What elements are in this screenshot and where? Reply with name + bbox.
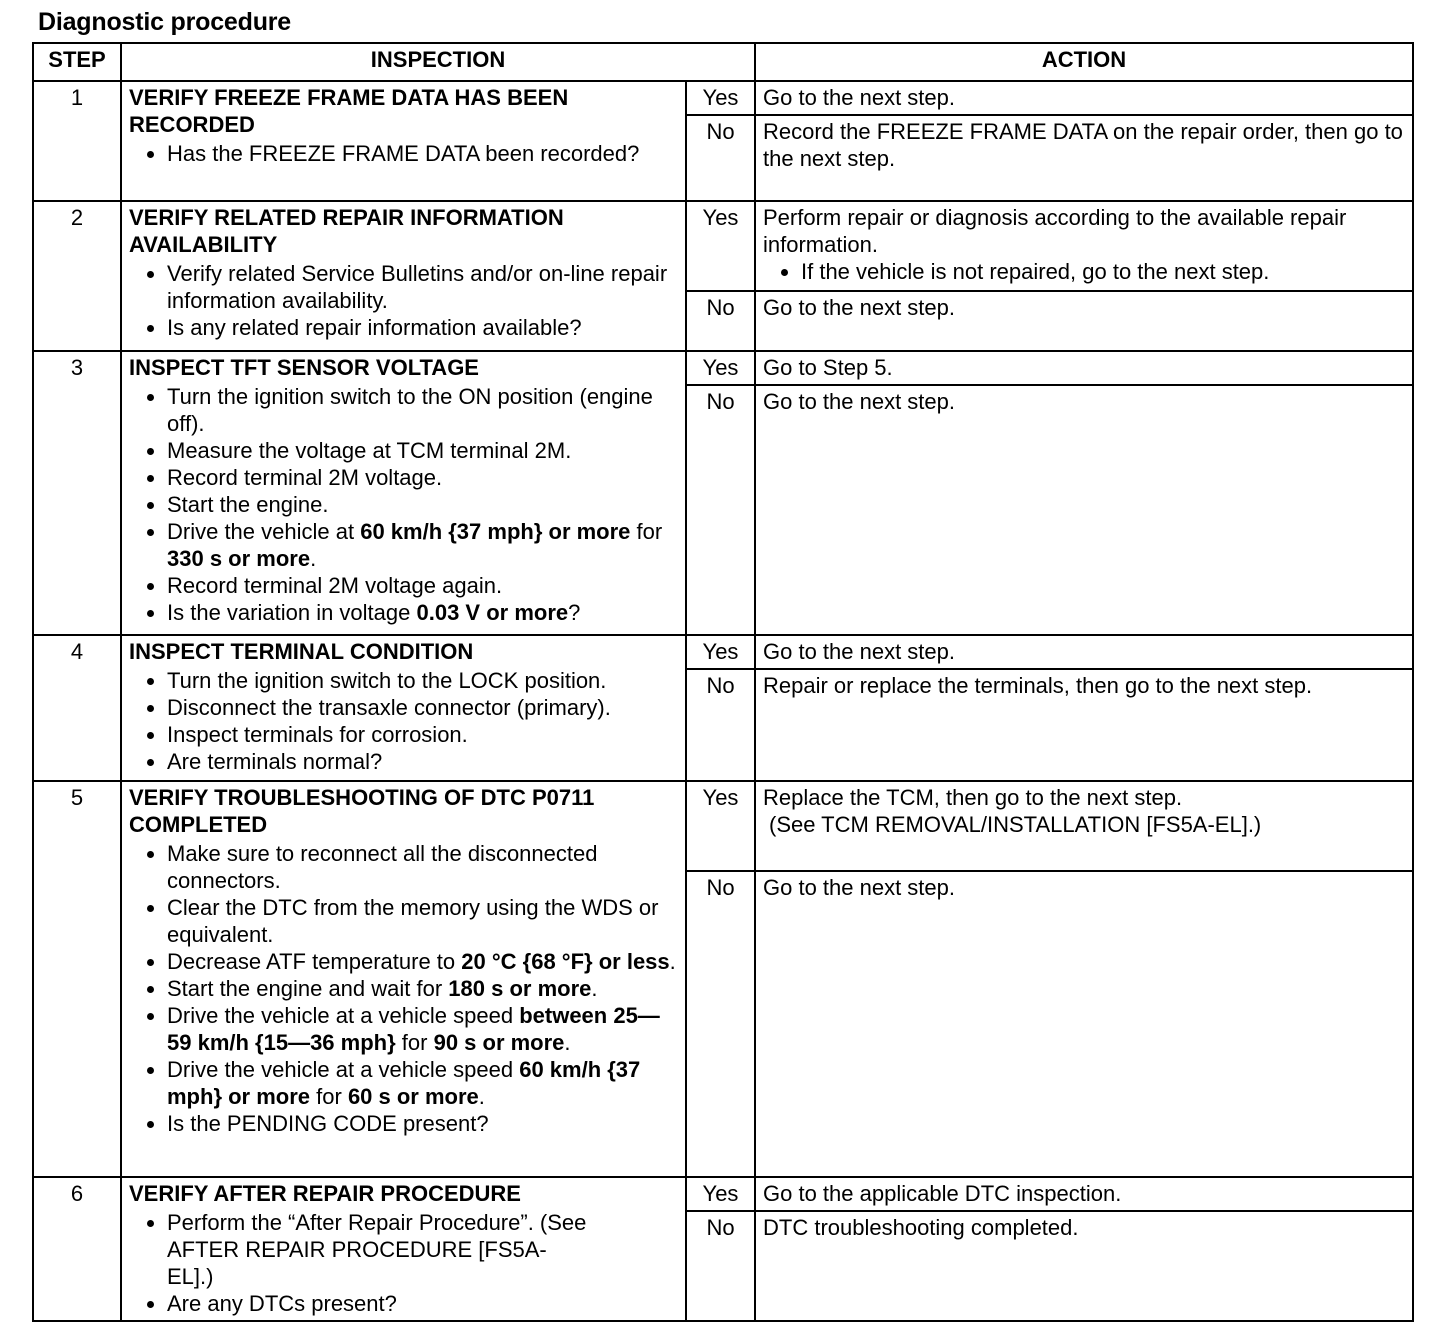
yes-action: Go to Step 5. (755, 351, 1413, 385)
inspection-item: • Disconnect the transaxle connector (primary). (167, 694, 678, 721)
no-label: No (686, 669, 755, 781)
no-label: No (686, 1211, 755, 1321)
yes-action-text: Perform repair or diagnosis according to the available repair information. (763, 205, 1347, 257)
header-step: STEP (33, 43, 121, 81)
inspection-item (167, 1056, 678, 1110)
inspection-item: • Clear the DTC from the memory using the WDS or equivalent. (167, 894, 678, 948)
header-row (33, 43, 1413, 81)
bold-text: 60 km/h {37 mph} or more (167, 1057, 641, 1109)
inspection-item: • Make sure to reconnect all the disconnected connectors. (167, 840, 678, 894)
step-4-yes-row (33, 635, 1413, 669)
no-label: No (686, 871, 755, 1177)
text: ? (568, 600, 581, 625)
inspection-item: • Verify related Service Bulletins and/or on-line repair information availability. (167, 260, 678, 314)
inspection-item: • Record terminal 2M voltage again. (167, 572, 678, 599)
text: . (478, 1084, 485, 1109)
step-inspection (121, 81, 686, 201)
inspection-item: • Is the PENDING CODE present? (167, 1110, 678, 1137)
inspection-list (129, 667, 678, 775)
inspection-item: • Inspect terminals for corrosion. (167, 721, 678, 748)
text: Drive the vehicle at (167, 519, 361, 544)
inspection-list (129, 383, 678, 626)
bold-text: 60 s or more (347, 1084, 479, 1109)
step-number: 5 (33, 781, 121, 1177)
bold-text: 0.03 V or more (416, 600, 569, 625)
step-title: INSPECT TFT SENSOR VOLTAGE (129, 355, 479, 380)
step-6-yes-row (33, 1177, 1413, 1211)
text: . (669, 949, 676, 974)
inspection-item: • Is any related repair information available? (167, 314, 678, 341)
inspection-item (167, 599, 678, 626)
inspection-item (167, 975, 678, 1002)
text: Is the variation in voltage (167, 600, 417, 625)
text: for (630, 519, 663, 544)
inspection-item: • Record terminal 2M voltage. (167, 464, 678, 491)
bold-text: 60 km/h {37 mph} or more (360, 519, 631, 544)
yes-action: Go to the applicable DTC inspection. (755, 1177, 1413, 1211)
yes-label: Yes (686, 635, 755, 669)
text: . (310, 546, 317, 571)
text: Drive the vehicle at a vehicle speed (167, 1057, 520, 1082)
action-item: • If the vehicle is not repaired, go to the next step. (801, 258, 1405, 285)
inspection-item (167, 948, 678, 975)
yes-action (755, 781, 1413, 871)
step-5-yes-row (33, 781, 1413, 871)
header-action: ACTION (755, 43, 1413, 81)
no-action: Go to the next step. (755, 871, 1413, 1177)
header-inspection: INSPECTION (121, 43, 755, 81)
diagnostic-procedure-table (32, 42, 1414, 1322)
yes-label: Yes (686, 781, 755, 871)
step-number: 4 (33, 635, 121, 781)
step-2-yes-row (33, 201, 1413, 291)
page-title: Diagnostic procedure (38, 8, 291, 36)
inspection-item: • Are any DTCs present? (167, 1290, 678, 1317)
inspection-list (129, 1209, 678, 1317)
no-action: Go to the next step. (755, 291, 1413, 351)
yes-action: Go to the next step. (755, 81, 1413, 115)
bold-text: 20 °C {68 °F} or less (461, 949, 670, 974)
text: . (564, 1030, 571, 1055)
bold-text: between 25—59 km/h {15—36 mph} (167, 1003, 660, 1055)
text: Start the engine and wait for (167, 976, 449, 1001)
bold-text: 180 s or more (448, 976, 592, 1001)
step-inspection (121, 781, 686, 1177)
step-title: INSPECT TERMINAL CONDITION (129, 639, 474, 664)
step-title: VERIFY FREEZE FRAME DATA HAS BEEN RECORDED (129, 85, 569, 137)
no-action: Go to the next step. (755, 385, 1413, 635)
step-1-yes-row (33, 81, 1413, 115)
inspection-item: • Measure the voltage at TCM terminal 2M. (167, 437, 678, 464)
inspection-list (129, 260, 678, 341)
yes-action: Go to the next step. (755, 635, 1413, 669)
text: for (395, 1030, 434, 1055)
step-number: 3 (33, 351, 121, 635)
yes-label: Yes (686, 1177, 755, 1211)
no-action: Record the FREEZE FRAME DATA on the repair order, then go to the next step. (755, 115, 1413, 201)
text: for (310, 1084, 348, 1109)
step-inspection (121, 201, 686, 351)
no-action: Repair or replace the terminals, then go to the next step. (755, 669, 1413, 781)
text: Decrease ATF temperature to (167, 949, 462, 974)
inspection-item: • Turn the ignition switch to the LOCK position. (167, 667, 678, 694)
step-number: 2 (33, 201, 121, 351)
inspection-item: • Are terminals normal? (167, 748, 678, 775)
inspection-item: • Start the engine. (167, 491, 678, 518)
no-label: No (686, 385, 755, 635)
yes-label: Yes (686, 201, 755, 291)
text: . (591, 976, 598, 1001)
inspection-item: • Turn the ignition switch to the ON position (engine off). (167, 383, 678, 437)
step-number: 1 (33, 81, 121, 201)
step-title: VERIFY AFTER REPAIR PROCEDURE (129, 1181, 521, 1206)
no-action: DTC troubleshooting completed. (755, 1211, 1413, 1321)
step-inspection (121, 635, 686, 781)
step-inspection (121, 1177, 686, 1321)
inspection-list (129, 140, 678, 167)
step-3-yes-row (33, 351, 1413, 385)
text: Drive the vehicle at a vehicle speed (167, 1003, 520, 1028)
inspection-item (167, 518, 678, 572)
step-inspection (121, 351, 686, 635)
yes-action (755, 201, 1413, 291)
no-label: No (686, 115, 755, 201)
yes-label: Yes (686, 81, 755, 115)
inspection-item: • Perform the “After Repair Procedure”. (See AFTER REPAIR PROCEDURE [FS5A-EL].) (167, 1209, 587, 1290)
bold-text: 90 s or more (433, 1030, 565, 1055)
inspection-item (167, 1002, 678, 1056)
no-label: No (686, 291, 755, 351)
yes-label: Yes (686, 351, 755, 385)
inspection-item: • Has the FREEZE FRAME DATA been recorded? (167, 140, 678, 167)
action-list (763, 258, 1405, 285)
bold-text: 330 s or more (167, 546, 311, 571)
step-number: 6 (33, 1177, 121, 1321)
inspection-list (129, 840, 678, 1137)
step-title: VERIFY TROUBLESHOOTING OF DTC P0711 COMPLETED (129, 785, 595, 837)
yes-action-line: Replace the TCM, then go to the next step. (763, 785, 1183, 810)
yes-action-reference: (See TCM REMOVAL/INSTALLATION [FS5A-EL].) (769, 812, 1262, 837)
step-title: VERIFY RELATED REPAIR INFORMATION AVAILABILITY (129, 205, 564, 257)
